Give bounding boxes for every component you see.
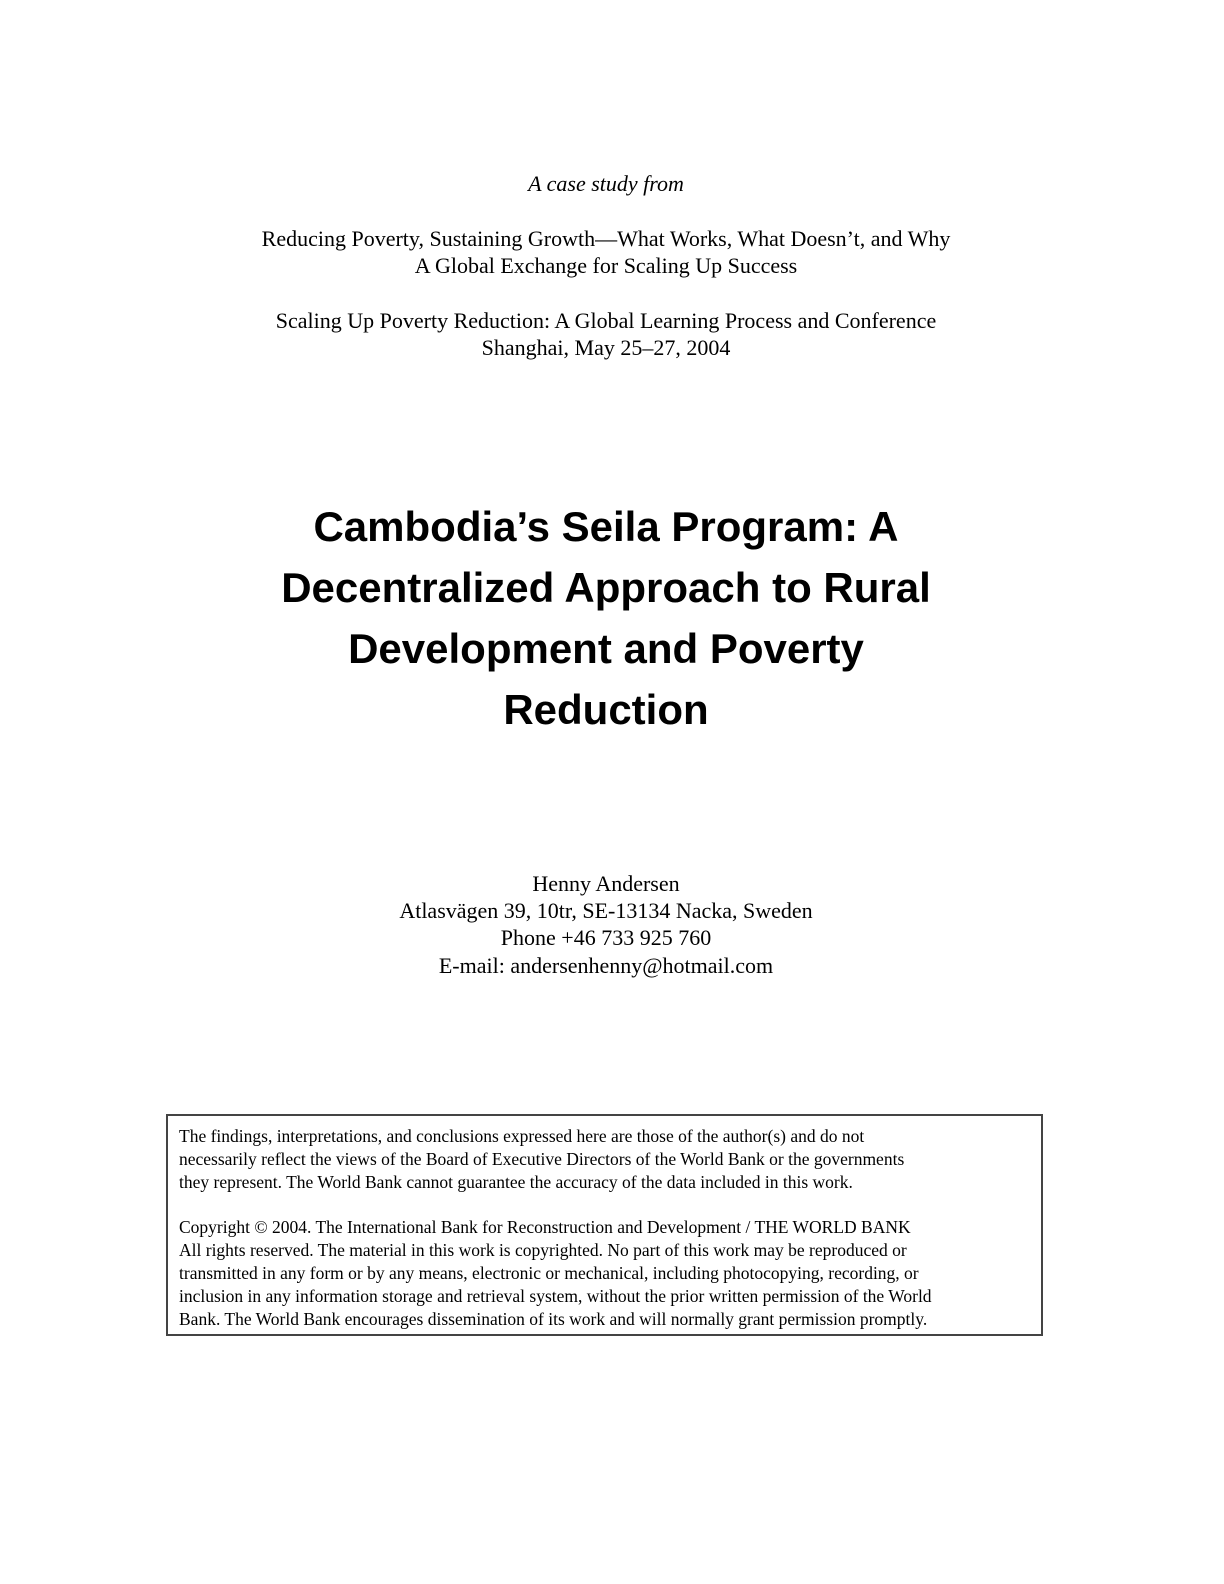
series-title-line-2: A Global Exchange for Scaling Up Success [414,253,798,278]
case-study-intro: A case study from [528,171,684,196]
document-title [0,496,1212,740]
disclaimer-box [166,1114,1043,1336]
series-title-line-1: Reducing Poverty, Sustaining Growth—What Works, What Doesn’t, and Why [261,226,951,251]
copyright-line-2: All rights reserved. The material in this work is copyrighted. No part of this work may be reproduced or [179,1240,907,1260]
findings-line-1: The findings, interpretations, and conclusions expressed here are those of the author(s) and do not [179,1126,865,1146]
title-line-1: Cambodia’s Seila Program: A [313,503,899,550]
copyright-line-4: inclusion in any information storage and retrieval system, without the prior written permission of the World [179,1286,932,1306]
author-phone: Phone +46 733 925 760 [500,925,712,950]
author-email: E-mail: andersenhenny@hotmail.com [438,953,774,978]
author-name: Henny Andersen [532,871,680,896]
conference-title-line-2: Shanghai, May 25–27, 2004 [481,335,731,360]
conference-title-line-1: Scaling Up Poverty Reduction: A Global Learning Process and Conference [275,308,937,333]
author-address: Atlasvägen 39, 10tr, SE-13134 Nacka, Sweden [399,898,813,923]
title-line-3: Development and Poverty [348,625,864,672]
findings-line-2: necessarily reflect the views of the Board of Executive Directors of the World Bank or the governments [179,1149,905,1169]
title-line-2: Decentralized Approach to Rural [281,564,931,611]
findings-line-3: they represent. The World Bank cannot guarantee the accuracy of the data included in this work. [179,1172,853,1192]
title-line-4: Reduction [503,686,709,733]
copyright-line-5: Bank. The World Bank encourages dissemination of its work and will normally grant permission promptly. [179,1309,928,1329]
copyright-line-1: Copyright © 2004. The International Bank for Reconstruction and Development / THE WORLD BANK [179,1217,911,1237]
copyright-line-3: transmitted in any form or by any means, electronic or mechanical, including photocopying, recording, or [179,1263,919,1283]
